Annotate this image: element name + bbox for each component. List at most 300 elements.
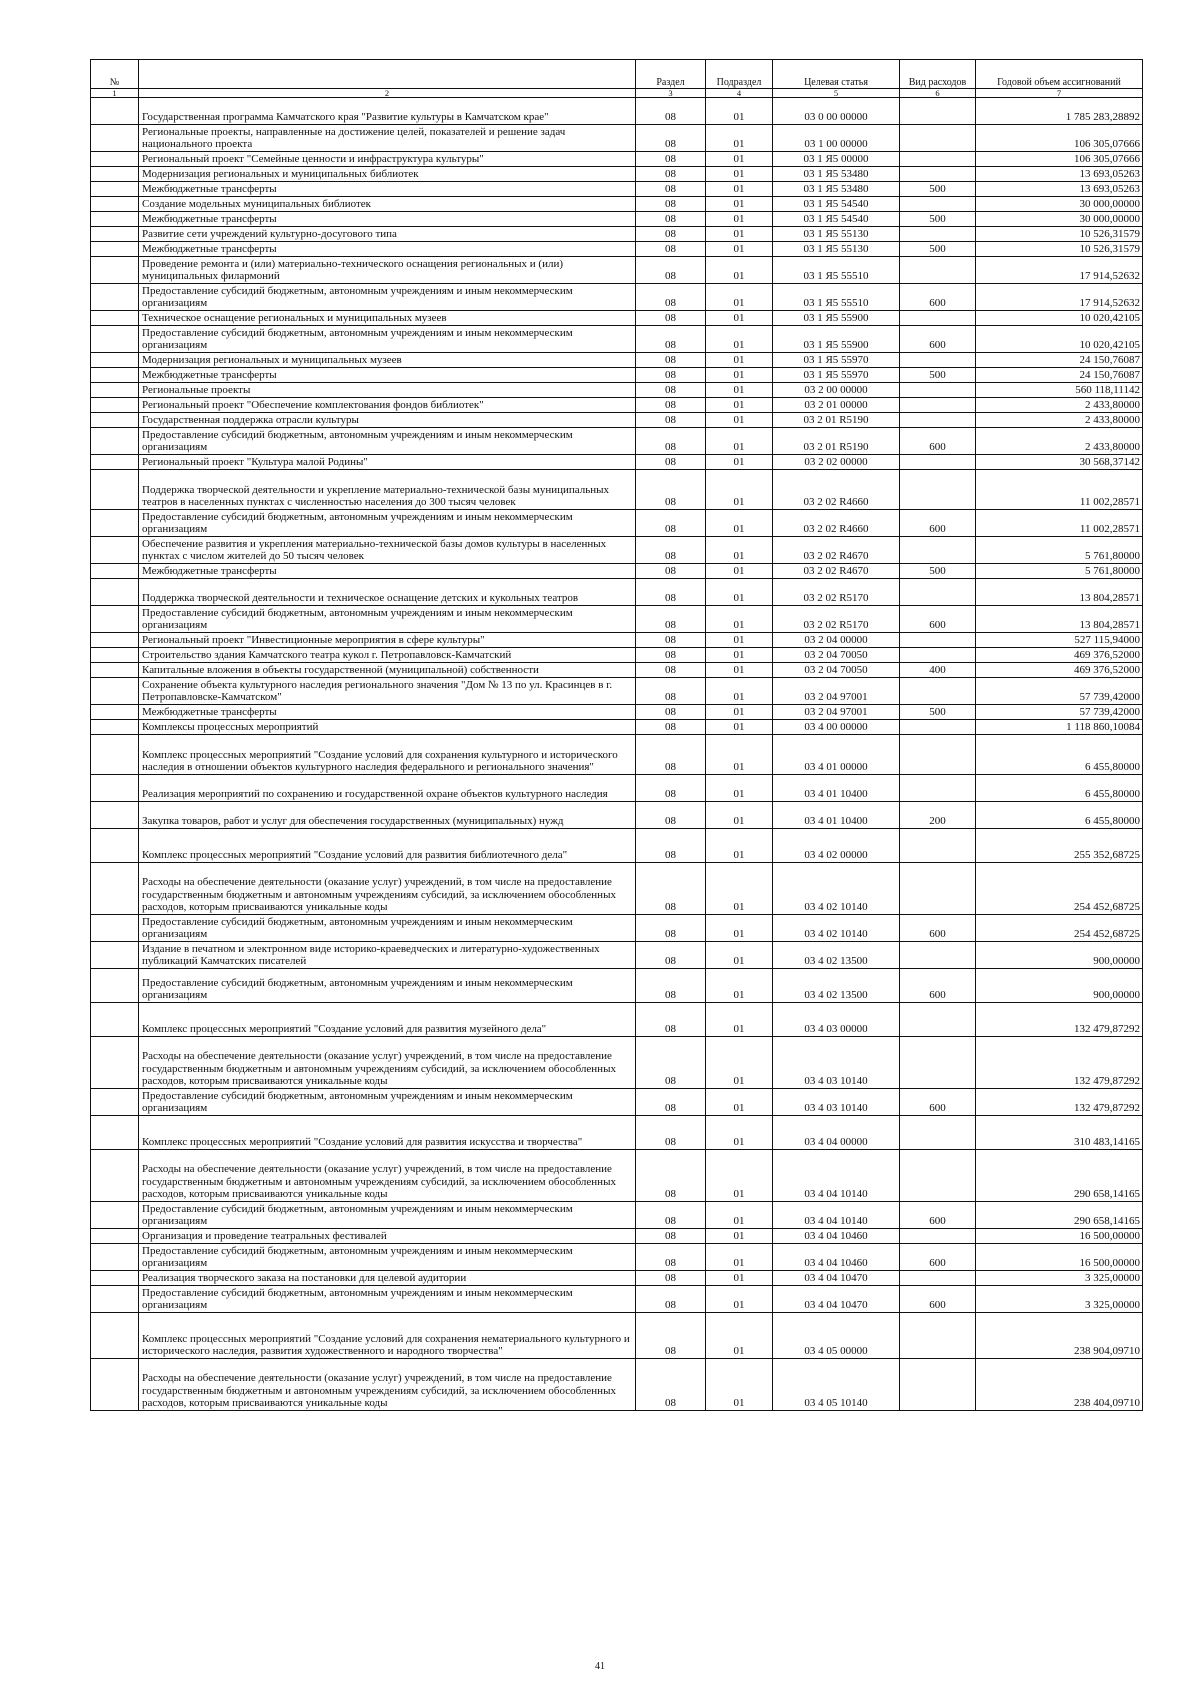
row-type-cell: 500	[900, 212, 976, 227]
row-number-cell	[91, 829, 139, 863]
col-header-amount: Годовой объем ассигнований	[976, 60, 1143, 89]
row-amount-cell: 10 526,31579	[976, 242, 1143, 257]
row-amount-cell: 57 739,42000	[976, 705, 1143, 720]
row-name-cell: Предоставление субсидий бюджетным, автономным учреждениям и иным некоммерческим организациям	[139, 606, 636, 633]
row-amount-cell: 10 020,42105	[976, 311, 1143, 326]
row-type-cell: 600	[900, 969, 976, 1003]
row-razdel-cell: 08	[636, 1244, 706, 1271]
row-podrazdel-cell: 01	[706, 1229, 773, 1244]
row-target-cell: 03 4 01 10400	[773, 775, 900, 802]
row-name-cell: Сохранение объекта культурного наследия регионального значения "Дом № 13 по ул. Красинцев в г. Петропавловске-Камчатском"	[139, 678, 636, 705]
row-name-cell: Предоставление субсидий бюджетным, автономным учреждениям и иным некоммерческим организациям	[139, 1286, 636, 1313]
row-razdel-cell: 08	[636, 537, 706, 564]
table-row	[91, 663, 1143, 678]
row-number-cell	[91, 284, 139, 311]
row-type-cell	[900, 1359, 976, 1411]
row-type-cell	[900, 633, 976, 648]
row-name-cell: Модернизация региональных и муниципальных библиотек	[139, 167, 636, 182]
row-amount-cell: 30 000,00000	[976, 212, 1143, 227]
table-row	[91, 212, 1143, 227]
row-razdel-cell: 08	[636, 428, 706, 455]
row-razdel-cell: 08	[636, 863, 706, 915]
column-index: 5	[773, 89, 900, 98]
table-row	[91, 678, 1143, 705]
table-row	[91, 368, 1143, 383]
row-razdel-cell: 08	[636, 564, 706, 579]
row-name-cell: Государственная поддержка отрасли культуры	[139, 413, 636, 428]
row-name-cell: Расходы на обеспечение деятельности (оказание услуг) учреждений, в том числе на предоставление государственным бюджетным и автономным учреждениям субсидий, за исключением обособленных расходов, которым присваиваются уникальные коды	[139, 1150, 636, 1202]
row-target-cell: 03 1 Я5 55900	[773, 311, 900, 326]
row-type-cell	[900, 537, 976, 564]
row-number-cell	[91, 1116, 139, 1150]
row-podrazdel-cell: 01	[706, 1313, 773, 1359]
row-amount-cell: 3 325,00000	[976, 1271, 1143, 1286]
row-target-cell: 03 4 00 00000	[773, 720, 900, 735]
table-row	[91, 1037, 1143, 1089]
row-number-cell	[91, 197, 139, 212]
row-target-cell: 03 4 02 00000	[773, 829, 900, 863]
row-number-cell	[91, 257, 139, 284]
row-target-cell: 03 4 05 10140	[773, 1359, 900, 1411]
row-razdel-cell: 08	[636, 455, 706, 470]
row-type-cell	[900, 197, 976, 212]
row-amount-cell: 1 785 283,28892	[976, 98, 1143, 125]
row-podrazdel-cell: 01	[706, 915, 773, 942]
row-podrazdel-cell: 01	[706, 663, 773, 678]
row-name-cell: Региональный проект "Обеспечение комплектования фондов библиотек"	[139, 398, 636, 413]
row-type-cell	[900, 1229, 976, 1244]
row-podrazdel-cell: 01	[706, 829, 773, 863]
row-number-cell	[91, 1202, 139, 1229]
row-podrazdel-cell: 01	[706, 606, 773, 633]
row-type-cell	[900, 720, 976, 735]
row-podrazdel-cell: 01	[706, 125, 773, 152]
row-name-cell: Региональные проекты	[139, 383, 636, 398]
row-amount-cell: 1 118 860,10084	[976, 720, 1143, 735]
row-target-cell: 03 4 02 10140	[773, 915, 900, 942]
row-podrazdel-cell: 01	[706, 579, 773, 606]
row-razdel-cell: 08	[636, 326, 706, 353]
row-target-cell: 03 4 04 10470	[773, 1271, 900, 1286]
row-podrazdel-cell: 01	[706, 720, 773, 735]
row-razdel-cell: 08	[636, 1150, 706, 1202]
table-row	[91, 915, 1143, 942]
row-target-cell: 03 4 04 10460	[773, 1229, 900, 1244]
row-razdel-cell: 08	[636, 942, 706, 969]
table-row	[91, 197, 1143, 212]
row-podrazdel-cell: 01	[706, 326, 773, 353]
row-name-cell: Региональные проекты, направленные на достижение целей, показателей и решение задач национального проекта	[139, 125, 636, 152]
row-target-cell: 03 4 01 10400	[773, 802, 900, 829]
row-target-cell: 03 1 Я5 55130	[773, 242, 900, 257]
row-number-cell	[91, 663, 139, 678]
row-type-cell	[900, 353, 976, 368]
row-name-cell: Поддержка творческой деятельности и техническое оснащение детских и кукольных театров	[139, 579, 636, 606]
row-target-cell: 03 2 01 00000	[773, 398, 900, 413]
row-type-cell: 600	[900, 1286, 976, 1313]
row-type-cell: 600	[900, 510, 976, 537]
row-razdel-cell: 08	[636, 510, 706, 537]
row-amount-cell: 16 500,00000	[976, 1229, 1143, 1244]
row-name-cell: Межбюджетные трансферты	[139, 368, 636, 383]
row-number-cell	[91, 969, 139, 1003]
row-target-cell: 03 4 02 13500	[773, 942, 900, 969]
row-name-cell: Комплекс процессных мероприятий "Создание условий для развития искусства и творчества"	[139, 1116, 636, 1150]
row-target-cell: 03 2 04 70050	[773, 648, 900, 663]
column-index: 7	[976, 89, 1143, 98]
row-name-cell: Комплекс процессных мероприятий "Создание условий для развития библиотечного дела"	[139, 829, 636, 863]
row-target-cell: 03 2 02 R5170	[773, 606, 900, 633]
column-index-row	[91, 89, 1143, 98]
row-razdel-cell: 08	[636, 284, 706, 311]
row-name-cell: Развитие сети учреждений культурно-досугового типа	[139, 227, 636, 242]
row-target-cell: 03 4 04 00000	[773, 1116, 900, 1150]
table-row	[91, 1089, 1143, 1116]
row-amount-cell: 24 150,76087	[976, 353, 1143, 368]
row-razdel-cell: 08	[636, 705, 706, 720]
row-amount-cell: 2 433,80000	[976, 428, 1143, 455]
row-number-cell	[91, 152, 139, 167]
row-name-cell: Расходы на обеспечение деятельности (оказание услуг) учреждений, в том числе на предоставление государственным бюджетным и автономным учреждениям субсидий, за исключением обособленных расходов, которым присваиваются уникальные коды	[139, 863, 636, 915]
row-amount-cell: 527 115,94000	[976, 633, 1143, 648]
row-amount-cell: 132 479,87292	[976, 1089, 1143, 1116]
row-amount-cell: 132 479,87292	[976, 1037, 1143, 1089]
row-target-cell: 03 2 02 R4670	[773, 564, 900, 579]
row-amount-cell: 254 452,68725	[976, 915, 1143, 942]
row-number-cell	[91, 678, 139, 705]
row-target-cell: 03 1 Я5 55970	[773, 353, 900, 368]
row-podrazdel-cell: 01	[706, 942, 773, 969]
row-razdel-cell: 08	[636, 775, 706, 802]
row-name-cell: Комплексы процессных мероприятий	[139, 720, 636, 735]
row-podrazdel-cell: 01	[706, 1089, 773, 1116]
row-target-cell: 03 2 01 R5190	[773, 428, 900, 455]
column-index: 2	[139, 89, 636, 98]
row-podrazdel-cell: 01	[706, 368, 773, 383]
row-target-cell: 03 2 04 70050	[773, 663, 900, 678]
row-amount-cell: 106 305,07666	[976, 152, 1143, 167]
table-row	[91, 152, 1143, 167]
row-number-cell	[91, 368, 139, 383]
table-row	[91, 242, 1143, 257]
row-target-cell: 03 2 01 R5190	[773, 413, 900, 428]
row-number-cell	[91, 775, 139, 802]
row-name-cell: Обеспечение развития и укрепления материально-технической базы домов культуры в населенных пунктах с числом жителей до 50 тысяч человек	[139, 537, 636, 564]
row-number-cell	[91, 915, 139, 942]
row-type-cell: 200	[900, 802, 976, 829]
row-amount-cell: 30 568,37142	[976, 455, 1143, 470]
row-amount-cell: 30 000,00000	[976, 197, 1143, 212]
row-target-cell: 03 4 01 00000	[773, 735, 900, 775]
row-amount-cell: 238 904,09710	[976, 1313, 1143, 1359]
table-row	[91, 1229, 1143, 1244]
row-number-cell	[91, 579, 139, 606]
row-podrazdel-cell: 01	[706, 383, 773, 398]
row-type-cell	[900, 1313, 976, 1359]
row-podrazdel-cell: 01	[706, 564, 773, 579]
row-name-cell: Проведение ремонта и (или) материально-технического оснащения региональных и (или) муниципальных филармоний	[139, 257, 636, 284]
row-name-cell: Модернизация региональных и муниципальных музеев	[139, 353, 636, 368]
row-name-cell: Комплекс процессных мероприятий "Создание условий для сохранения нематериального культурного и исторического наследия, развития художественного и народного творчества"	[139, 1313, 636, 1359]
row-name-cell: Предоставление субсидий бюджетным, автономным учреждениям и иным некоммерческим организациям	[139, 1244, 636, 1271]
row-razdel-cell: 08	[636, 212, 706, 227]
table-row	[91, 1271, 1143, 1286]
row-amount-cell: 290 658,14165	[976, 1202, 1143, 1229]
table-row	[91, 1313, 1143, 1359]
row-type-cell	[900, 98, 976, 125]
row-name-cell: Межбюджетные трансферты	[139, 212, 636, 227]
row-name-cell: Межбюджетные трансферты	[139, 705, 636, 720]
row-number-cell	[91, 606, 139, 633]
table-row	[91, 413, 1143, 428]
row-target-cell: 03 1 Я5 53480	[773, 182, 900, 197]
row-amount-cell: 900,00000	[976, 942, 1143, 969]
row-number-cell	[91, 1037, 139, 1089]
row-razdel-cell: 08	[636, 915, 706, 942]
row-type-cell: 600	[900, 284, 976, 311]
row-podrazdel-cell: 01	[706, 863, 773, 915]
table-row	[91, 510, 1143, 537]
row-razdel-cell: 08	[636, 663, 706, 678]
row-number-cell	[91, 720, 139, 735]
row-name-cell: Региональный проект "Инвестиционные мероприятия в сфере культуры"	[139, 633, 636, 648]
row-number-cell	[91, 1003, 139, 1037]
row-type-cell	[900, 152, 976, 167]
table-row	[91, 227, 1143, 242]
row-name-cell: Межбюджетные трансферты	[139, 242, 636, 257]
row-target-cell: 03 4 03 10140	[773, 1089, 900, 1116]
row-number-cell	[91, 326, 139, 353]
row-type-cell: 600	[900, 915, 976, 942]
row-razdel-cell: 08	[636, 125, 706, 152]
row-name-cell: Предоставление субсидий бюджетным, автономным учреждениям и иным некоммерческим организациям	[139, 510, 636, 537]
row-number-cell	[91, 735, 139, 775]
row-podrazdel-cell: 01	[706, 1286, 773, 1313]
row-name-cell: Межбюджетные трансферты	[139, 564, 636, 579]
table-row	[91, 1286, 1143, 1313]
table-row	[91, 125, 1143, 152]
row-amount-cell: 17 914,52632	[976, 284, 1143, 311]
row-number-cell	[91, 353, 139, 368]
row-razdel-cell: 08	[636, 1202, 706, 1229]
row-name-cell: Межбюджетные трансферты	[139, 182, 636, 197]
row-type-cell	[900, 125, 976, 152]
row-type-cell	[900, 775, 976, 802]
row-name-cell: Предоставление субсидий бюджетным, автономным учреждениям и иным некоммерческим организациям	[139, 1202, 636, 1229]
row-target-cell: 03 2 02 R5170	[773, 579, 900, 606]
row-target-cell: 03 2 02 R4660	[773, 510, 900, 537]
row-number-cell	[91, 863, 139, 915]
row-name-cell: Капитальные вложения в объекты государственной (муниципальной) собственности	[139, 663, 636, 678]
row-amount-cell: 5 761,80000	[976, 537, 1143, 564]
table-row	[91, 353, 1143, 368]
row-type-cell	[900, 413, 976, 428]
row-podrazdel-cell: 01	[706, 257, 773, 284]
table-row	[91, 1003, 1143, 1037]
table-row	[91, 969, 1143, 1003]
row-razdel-cell: 08	[636, 398, 706, 413]
table-row	[91, 863, 1143, 915]
row-target-cell: 03 1 Я5 53480	[773, 167, 900, 182]
col-header-target: Целевая статья	[773, 60, 900, 89]
row-podrazdel-cell: 01	[706, 705, 773, 720]
row-number-cell	[91, 227, 139, 242]
row-amount-cell: 17 914,52632	[976, 257, 1143, 284]
table-row	[91, 802, 1143, 829]
row-name-cell: Предоставление субсидий бюджетным, автономным учреждениям и иным некоммерческим организациям	[139, 915, 636, 942]
row-number-cell	[91, 413, 139, 428]
row-name-cell: Региональный проект "Семейные ценности и инфраструктура культуры"	[139, 152, 636, 167]
row-razdel-cell: 08	[636, 353, 706, 368]
row-target-cell: 03 1 Я5 55510	[773, 284, 900, 311]
row-name-cell: Предоставление субсидий бюджетным, автономным учреждениям и иным некоммерческим организациям	[139, 428, 636, 455]
row-podrazdel-cell: 01	[706, 633, 773, 648]
row-amount-cell: 2 433,80000	[976, 398, 1143, 413]
row-amount-cell: 3 325,00000	[976, 1286, 1143, 1313]
row-target-cell: 03 4 05 00000	[773, 1313, 900, 1359]
page-number: 41	[595, 1661, 605, 1672]
row-podrazdel-cell: 01	[706, 1202, 773, 1229]
row-amount-cell: 900,00000	[976, 969, 1143, 1003]
row-target-cell: 03 4 03 10140	[773, 1037, 900, 1089]
row-amount-cell: 10 020,42105	[976, 326, 1143, 353]
row-razdel-cell: 08	[636, 1003, 706, 1037]
row-podrazdel-cell: 01	[706, 1359, 773, 1411]
table-row	[91, 455, 1143, 470]
table-row	[91, 606, 1143, 633]
row-name-cell: Организация и проведение театральных фестивалей	[139, 1229, 636, 1244]
row-type-cell: 500	[900, 564, 976, 579]
row-type-cell	[900, 648, 976, 663]
row-name-cell: Региональный проект "Культура малой Родины"	[139, 455, 636, 470]
column-index: 4	[706, 89, 773, 98]
table-row	[91, 720, 1143, 735]
row-podrazdel-cell: 01	[706, 197, 773, 212]
row-target-cell: 03 4 02 10140	[773, 863, 900, 915]
row-razdel-cell: 08	[636, 678, 706, 705]
col-header-type: Вид расходов	[900, 60, 976, 89]
row-name-cell: Комплекс процессных мероприятий "Создание условий для сохранения культурного и исторического наследия в отношении объектов культурного наследия федерального и регионального значения"	[139, 735, 636, 775]
row-target-cell: 03 1 Я5 54540	[773, 197, 900, 212]
row-name-cell: Расходы на обеспечение деятельности (оказание услуг) учреждений, в том числе на предоставление государственным бюджетным и автономным учреждениям субсидий, за исключением обособленных расходов, которым присваиваются уникальные коды	[139, 1359, 636, 1411]
row-podrazdel-cell: 01	[706, 167, 773, 182]
row-amount-cell: 132 479,87292	[976, 1003, 1143, 1037]
row-name-cell: Предоставление субсидий бюджетным, автономным учреждениям и иным некоммерческим организациям	[139, 969, 636, 1003]
row-amount-cell: 13 693,05263	[976, 182, 1143, 197]
table-row	[91, 182, 1143, 197]
row-number-cell	[91, 1150, 139, 1202]
header-row	[91, 60, 1143, 89]
row-target-cell: 03 2 04 97001	[773, 705, 900, 720]
row-number-cell	[91, 167, 139, 182]
row-type-cell	[900, 942, 976, 969]
row-number-cell	[91, 311, 139, 326]
row-target-cell: 03 1 Я5 55970	[773, 368, 900, 383]
row-number-cell	[91, 510, 139, 537]
row-type-cell	[900, 167, 976, 182]
row-podrazdel-cell: 01	[706, 227, 773, 242]
row-podrazdel-cell: 01	[706, 1116, 773, 1150]
row-podrazdel-cell: 01	[706, 455, 773, 470]
column-index: 1	[91, 89, 139, 98]
row-number-cell	[91, 383, 139, 398]
row-amount-cell: 13 804,28571	[976, 606, 1143, 633]
table-row	[91, 326, 1143, 353]
row-target-cell: 03 2 02 R4670	[773, 537, 900, 564]
row-target-cell: 03 2 02 R4660	[773, 470, 900, 510]
row-razdel-cell: 08	[636, 257, 706, 284]
col-header-number: №	[91, 60, 139, 89]
col-header-podrazdel: Подраздел	[706, 60, 773, 89]
row-razdel-cell: 08	[636, 648, 706, 663]
row-razdel-cell: 08	[636, 735, 706, 775]
row-amount-cell: 238 404,09710	[976, 1359, 1143, 1411]
row-razdel-cell: 08	[636, 1229, 706, 1244]
row-target-cell: 03 4 04 10140	[773, 1150, 900, 1202]
col-header-razdel: Раздел	[636, 60, 706, 89]
row-type-cell: 600	[900, 326, 976, 353]
column-index: 3	[636, 89, 706, 98]
row-type-cell	[900, 383, 976, 398]
row-type-cell	[900, 579, 976, 606]
row-amount-cell: 6 455,80000	[976, 802, 1143, 829]
table-body	[91, 98, 1143, 1411]
row-podrazdel-cell: 01	[706, 969, 773, 1003]
row-target-cell: 03 0 00 00000	[773, 98, 900, 125]
row-target-cell: 03 4 04 10470	[773, 1286, 900, 1313]
row-amount-cell: 5 761,80000	[976, 564, 1143, 579]
row-podrazdel-cell: 01	[706, 1244, 773, 1271]
row-target-cell: 03 2 04 97001	[773, 678, 900, 705]
row-amount-cell: 11 002,28571	[976, 510, 1143, 537]
row-target-cell: 03 4 02 13500	[773, 969, 900, 1003]
row-name-cell: Закупка товаров, работ и услуг для обеспечения государственных (муниципальных) нужд	[139, 802, 636, 829]
row-type-cell	[900, 1271, 976, 1286]
row-type-cell: 600	[900, 1244, 976, 1271]
row-amount-cell: 24 150,76087	[976, 368, 1143, 383]
table-row	[91, 1116, 1143, 1150]
row-podrazdel-cell: 01	[706, 242, 773, 257]
table-row	[91, 942, 1143, 969]
row-podrazdel-cell: 01	[706, 678, 773, 705]
table-row	[91, 1202, 1143, 1229]
row-number-cell	[91, 633, 139, 648]
row-target-cell: 03 1 Я5 54540	[773, 212, 900, 227]
table-row	[91, 579, 1143, 606]
row-target-cell: 03 4 04 10460	[773, 1244, 900, 1271]
table-row	[91, 1244, 1143, 1271]
row-amount-cell: 254 452,68725	[976, 863, 1143, 915]
row-target-cell: 03 1 Я5 55900	[773, 326, 900, 353]
row-target-cell: 03 1 Я5 55130	[773, 227, 900, 242]
row-podrazdel-cell: 01	[706, 98, 773, 125]
row-razdel-cell: 08	[636, 720, 706, 735]
row-number-cell	[91, 182, 139, 197]
row-name-cell: Предоставление субсидий бюджетным, автономным учреждениям и иным некоммерческим организациям	[139, 284, 636, 311]
row-razdel-cell: 08	[636, 1089, 706, 1116]
row-razdel-cell: 08	[636, 969, 706, 1003]
row-podrazdel-cell: 01	[706, 1003, 773, 1037]
table-row	[91, 735, 1143, 775]
row-podrazdel-cell: 01	[706, 775, 773, 802]
row-target-cell: 03 2 04 00000	[773, 633, 900, 648]
col-header-name	[139, 60, 636, 89]
row-amount-cell: 310 483,14165	[976, 1116, 1143, 1150]
row-amount-cell: 6 455,80000	[976, 735, 1143, 775]
table-row	[91, 705, 1143, 720]
table-row	[91, 829, 1143, 863]
row-number-cell	[91, 98, 139, 125]
